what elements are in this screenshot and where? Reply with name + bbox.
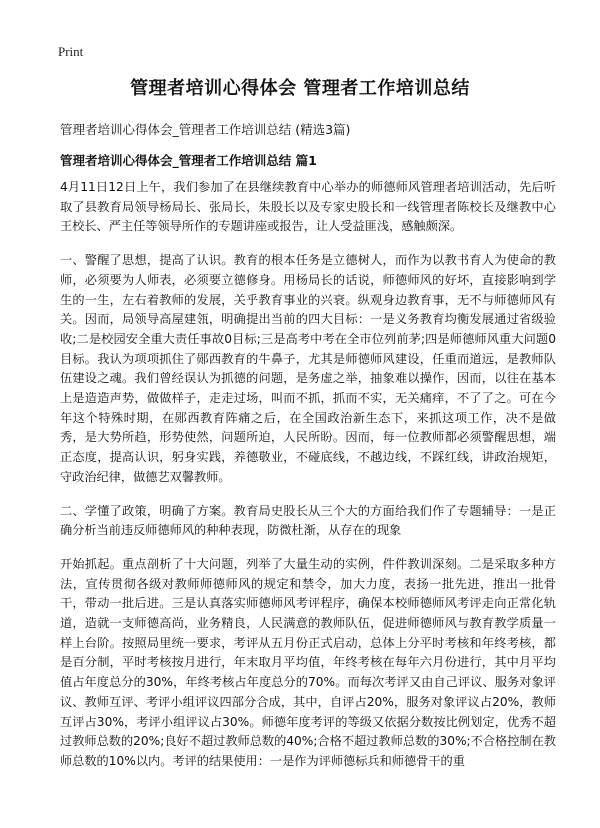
document-subtitle: 管理者培训心得体会_管理者工作培训总结 (精选3篇) bbox=[60, 122, 351, 137]
print-link[interactable]: Print bbox=[58, 44, 84, 59]
body-text bbox=[60, 178, 556, 786]
paragraph: 开始抓起。重点剖析了十大问题，列举了大量生动的实例，件件教训深刻。二是采取多种方法，宣传贯彻各级对教师师德师风的规定和禁令，加大力度，表扬一批先进，推出一批骨干，带动一批后进。三是认真落实师德师风考评程序，确保本校师德师风考评走向正常化轨道，造就一支师德高尚，业务精良，人民满意的教师队伍，促进师德师风与教育教学质量一样上台阶。按照局里统一要求，考评从五月份正式启动，总体上分平时考核和年终考核，都是百分制，平时考核按月进行，年末取月平均值，年终考核在每年六月份进行，其中月平均值占年度总分的30%，年终考核占年度总分的70%。而每次考评又由自己评议、服务对象评议、教师互评、考评小组评议四部分合成，其中，自评占20%，服务对象评议占20%，教师互评占30%，考评小组评议占30%。师德年度考评的等级又依据分数按比例划定，优秀不超过教师总数的20%;良好不超过教师总数的40%;合格不超过教师总数的30%;不合格控制在教师总数的10%以内。考评的结果使用：一是作为评师德标兵和师德骨干的重 bbox=[60, 556, 556, 768]
paragraph: 4月11日12日上午，我们参加了在县继续教育中心举办的师德师风管理者培训活动，先后听取了县教育局领导杨局长、张局长，朱股长以及专家史股长和一线管理者陈校长及继教中心王校长、严主任等领导所作的专题讲座或报告，让人受益匪浅，感触颇深。 bbox=[60, 180, 556, 234]
page-title: 管理者培训心得体会 管理者工作培训总结 bbox=[130, 78, 470, 99]
paragraph: 一、警醒了思想，提高了认识。教育的根本任务是立德树人，而作为以教书育人为使命的教师，必须要为人师表，必须要立德修身。用杨局长的话说，师德师风的好坏，直接影响到学生的一生，左右着教师的发展，关乎教育事业的兴衰。纵观身边教育事，无不与师德师风有关。因而，局领导高屋建瓴，明确提出当前的四大目标：一是义务教育均衡发展通过省级验收;二是校园安全重大责任事故0目标;三是高考中考在全市位列前茅;四是师德师风重大问题0目标。我认为项项抓住了郧西教育的牛鼻子，尤其是师德师风建设，任重而道远，是教师队伍建设之魂。我们曾经误认为抓德的问题，是务虚之举，抽象难以操作，因而，以往在基本上是造造声势，做做样子，走走过场，叫而不抓，抓而不实，无关痛痒，不了了之。可在今年这个特殊时期，在郧西教育阵痛之后，在全国政治新生态下，来抓这项工作，决不是做秀，是大势所趋，形势使然，问题所迫，人民所盼。因而，每一位教师都必须警醒思想，端正态度，提高认识，躬身实践，养德敬业，不碰底线，不越边线，不踩红线，讲政治规矩，守政治纪律，做德艺双馨教师。 bbox=[60, 253, 556, 484]
paragraph: 二、学懂了政策，明确了方案。教育局史股长从三个大的方面给我们作了专题辅导：一是正确分析当前违反师德师风的种种表现，防微杜渐，从存在的现象 bbox=[60, 503, 556, 538]
section-heading: 管理者培训心得体会_管理者工作培训总结 篇1 bbox=[60, 153, 317, 168]
